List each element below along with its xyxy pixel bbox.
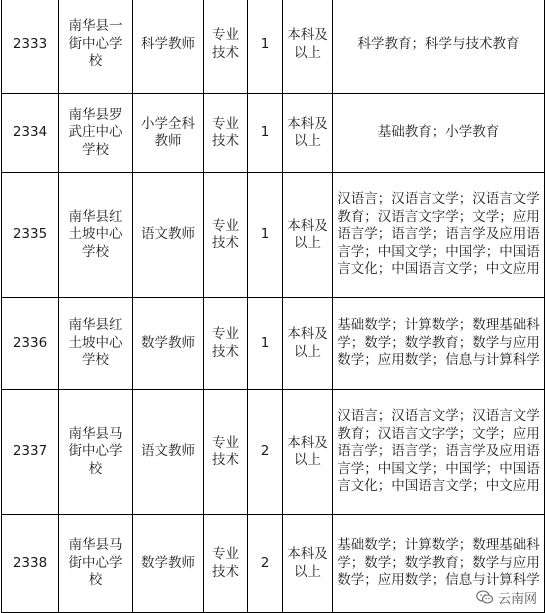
position-code: 2334 (2, 94, 59, 173)
position-name: 小学全科教师 (133, 94, 204, 173)
school-name: 南华县红土坡中心学校 (59, 298, 133, 390)
school-name: 南华县红土坡中心学校 (59, 173, 133, 298)
education-requirement: 本科及以上 (283, 298, 333, 390)
hiring-count: 2 (248, 390, 283, 515)
position-code: 2335 (2, 173, 59, 298)
hiring-count: 2 (248, 515, 283, 613)
position-code: 2338 (2, 515, 59, 613)
table-row (2, 390, 545, 515)
education-requirement: 本科及以上 (283, 390, 333, 515)
watermark (474, 588, 539, 607)
education-requirement: 本科及以上 (283, 173, 333, 298)
table-row (2, 94, 545, 173)
position-category: 专业技术 (204, 94, 248, 173)
position-category: 专业技术 (204, 390, 248, 515)
position-name: 数学教师 (133, 298, 204, 390)
hiring-count: 1 (248, 173, 283, 298)
school-name: 南华县罗武庄中心学校 (59, 94, 133, 173)
wechat-icon (476, 590, 494, 605)
major-requirement: 汉语言；汉语言文学；汉语言文学教育；汉语言文字学；文学；应用语言学；语言学；语言学及应用语言学；中国文学；中国学；中国语言文化；中国语言文学；中文应用 (333, 173, 545, 298)
position-category: 专业技术 (204, 173, 248, 298)
position-code: 2333 (2, 0, 59, 94)
position-name: 科学教师 (133, 0, 204, 94)
position-code: 2337 (2, 390, 59, 515)
major-requirement: 科学教育；科学与技术教育 (333, 0, 545, 94)
recruitment-table (1, 0, 545, 613)
education-requirement: 本科及以上 (283, 515, 333, 613)
table-row (2, 298, 545, 390)
position-category: 专业技术 (204, 298, 248, 390)
school-name: 南华县马街中心学校 (59, 390, 133, 515)
table-row (2, 173, 545, 298)
school-name: 南华县马街中心学校 (59, 515, 133, 613)
major-requirement: 基础教育；小学教育 (333, 94, 545, 173)
education-requirement: 本科及以上 (283, 0, 333, 94)
hiring-count: 1 (248, 0, 283, 94)
watermark-text: 云南网 (497, 592, 537, 607)
position-name: 语文教师 (133, 390, 204, 515)
major-requirement: 基础数学；计算数学；数理基础科学；数学；数学教育；数学与应用数学；应用数学；信息与计算科学 (333, 298, 545, 390)
hiring-count: 1 (248, 94, 283, 173)
position-category: 专业技术 (204, 0, 248, 94)
position-code: 2336 (2, 298, 59, 390)
education-requirement: 本科及以上 (283, 94, 333, 173)
position-name: 数学教师 (133, 515, 204, 613)
position-category: 专业技术 (204, 515, 248, 613)
position-name: 语文教师 (133, 173, 204, 298)
major-requirement: 基础数学；计算数学；数理基础科学；数学；数学教育；数学与应用数学；应用数学；信息与计算科学 (333, 515, 545, 613)
hiring-count: 1 (248, 298, 283, 390)
school-name: 南华县一街中心学校 (59, 0, 133, 94)
table-row (2, 515, 545, 613)
table-row (2, 0, 545, 94)
major-requirement: 汉语言；汉语言文学；汉语言文学教育；汉语言文字学；文学；应用语言学；语言学；语言学及应用语言学；中国文学；中国学；中国语言文化；中国语言文学；中文应用 (333, 390, 545, 515)
